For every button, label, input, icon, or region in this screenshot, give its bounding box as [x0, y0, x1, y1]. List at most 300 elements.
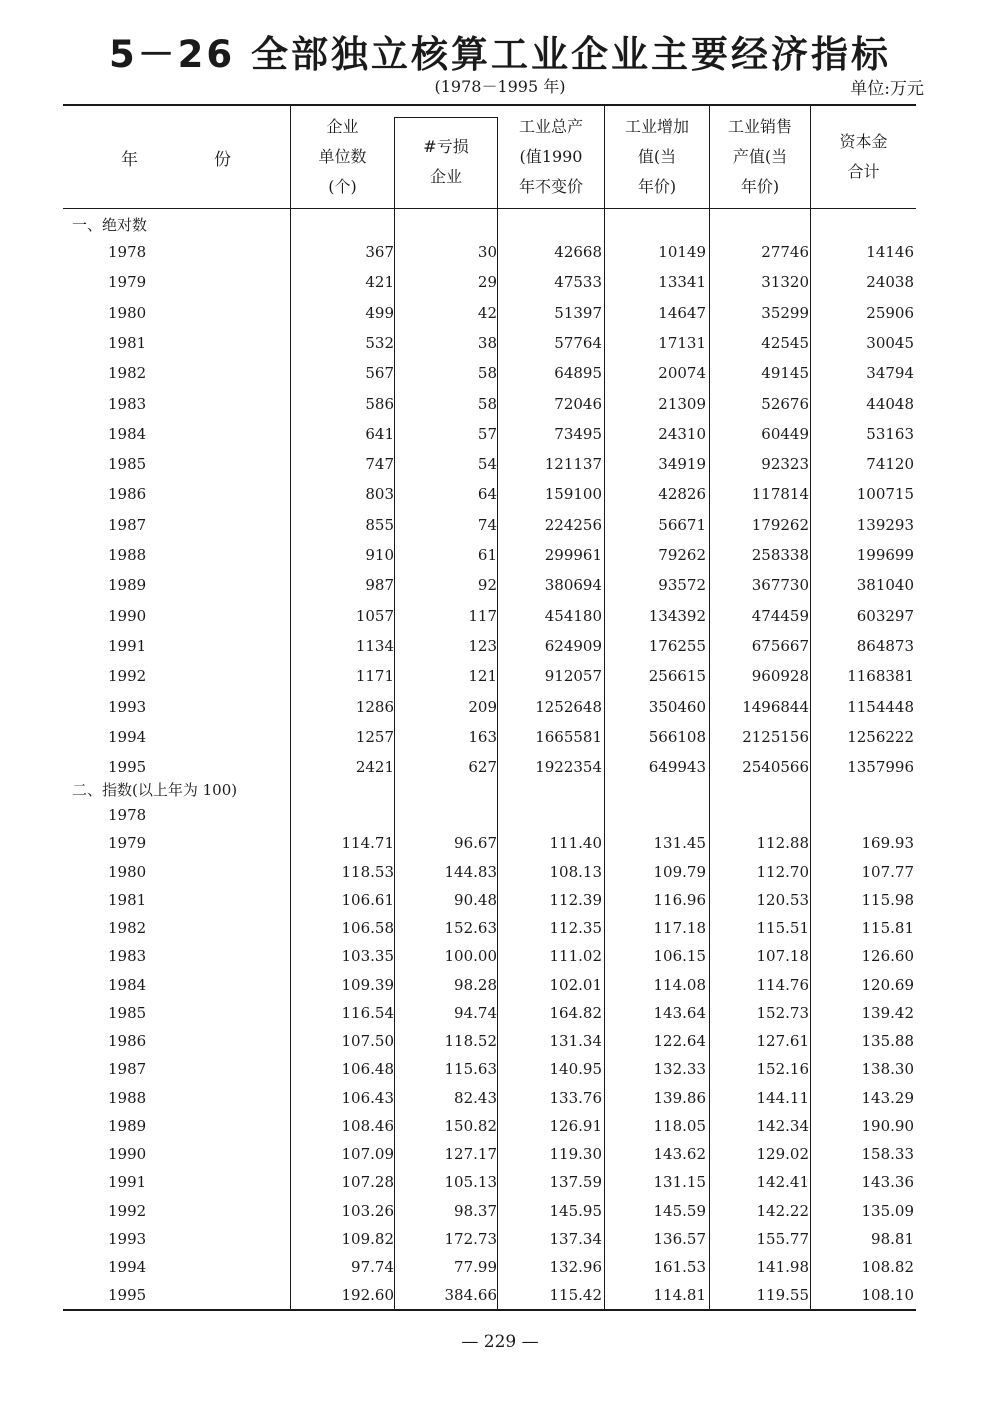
table-cell: 131.34 — [549, 1032, 602, 1050]
table-cell: 624909 — [544, 636, 602, 655]
table-cell: 118.53 — [341, 862, 394, 881]
row-year: 1987 — [108, 515, 147, 534]
table-row — [63, 919, 916, 943]
table-cell: 100.00 — [444, 947, 497, 966]
table-cell: 82.43 — [454, 1088, 497, 1107]
table-row — [63, 1032, 916, 1056]
table-cell: 144.83 — [444, 862, 497, 881]
table-cell: 1154448 — [847, 697, 914, 716]
header-line: (值1990 — [519, 147, 583, 166]
table-cell: 150.82 — [444, 1116, 497, 1135]
table-cell: 107.28 — [341, 1173, 394, 1192]
row-year: 1986 — [108, 485, 147, 504]
table-cell: 421 — [365, 273, 394, 292]
table-cell: 161.53 — [653, 1258, 706, 1276]
table-cell: 114.76 — [756, 975, 809, 994]
capital-total-header — [811, 108, 916, 206]
table-cell: 107.50 — [341, 1032, 394, 1050]
header-line: 企业 — [326, 117, 359, 136]
table-cell: 64 — [477, 485, 497, 504]
header-line: 企业 — [429, 167, 462, 186]
table-cell: 1171 — [355, 667, 394, 686]
table-row — [63, 395, 916, 419]
table-cell: 172.73 — [444, 1229, 497, 1248]
table-cell: 119.55 — [756, 1286, 809, 1305]
table-cell: 138.30 — [861, 1060, 914, 1079]
table-row — [63, 1004, 916, 1028]
row-year: 1978 — [108, 243, 147, 261]
table-cell: 34794 — [866, 364, 914, 383]
table-cell: 38 — [477, 333, 497, 352]
table-row — [63, 334, 916, 358]
table-cell: 169.93 — [861, 834, 914, 853]
table-cell: 92323 — [761, 455, 809, 474]
table-cell: 1922354 — [535, 758, 602, 777]
unit-label: 单位:万元 — [850, 79, 924, 99]
table-cell: 164.82 — [549, 1003, 602, 1022]
table-row — [63, 576, 916, 600]
table-cell: 25906 — [866, 303, 914, 322]
year-header-char: 份 — [214, 149, 231, 170]
table-cell: 77.99 — [454, 1258, 497, 1276]
table-cell: 1256222 — [847, 727, 914, 746]
table-cell: 144.11 — [756, 1088, 809, 1107]
table-cell: 159100 — [544, 485, 602, 504]
table-cell: 112.35 — [549, 919, 602, 937]
table-cell: 136.57 — [653, 1229, 706, 1248]
table-row — [63, 455, 916, 479]
table-row — [63, 243, 916, 267]
table-cell: 132.33 — [653, 1060, 706, 1079]
table-row — [63, 1089, 916, 1113]
table-cell: 31320 — [761, 273, 809, 292]
section-absolute-label: 一、绝对数 — [72, 216, 148, 234]
table-row — [63, 1286, 916, 1310]
table-cell: 103.35 — [341, 947, 394, 966]
row-year: 1987 — [108, 1060, 147, 1079]
table-cell: 93572 — [658, 576, 706, 595]
table-cell: 120.69 — [861, 975, 914, 994]
header-line: 年价) — [637, 177, 677, 196]
row-year: 1978 — [108, 806, 147, 824]
table-cell: 44048 — [866, 394, 914, 413]
row-year: 1984 — [108, 975, 147, 994]
row-year: 1982 — [108, 364, 147, 383]
table-cell: 114.81 — [653, 1286, 706, 1305]
row-year: 1985 — [108, 1003, 147, 1022]
row-year: 1993 — [108, 1229, 147, 1248]
table-cell: 1057 — [355, 606, 394, 625]
table-cell: 1252648 — [535, 697, 602, 716]
table-cell: 987 — [365, 576, 394, 595]
table-cell: 190.90 — [861, 1116, 914, 1135]
table-cell: 474459 — [751, 606, 809, 625]
table-cell: 21309 — [658, 394, 706, 413]
table-cell: 116.54 — [341, 1003, 394, 1022]
table-cell: 24038 — [866, 273, 914, 292]
table-cell: 105.13 — [444, 1173, 497, 1192]
table-cell: 192.60 — [341, 1286, 394, 1305]
table-cell: 115.42 — [549, 1286, 602, 1305]
table-cell: 108.13 — [549, 862, 602, 881]
row-year: 1994 — [108, 727, 147, 746]
table-cell: 1286 — [355, 697, 394, 716]
table-cell: 1496844 — [742, 697, 809, 716]
row-year: 1985 — [108, 455, 147, 474]
table-row — [63, 546, 916, 570]
table-cell: 35299 — [761, 303, 809, 322]
table-cell: 675667 — [751, 636, 809, 655]
row-year: 1988 — [108, 1088, 147, 1107]
table-cell: 102.01 — [549, 975, 602, 994]
table-cell: 64895 — [554, 364, 602, 383]
row-year: 1979 — [108, 834, 147, 853]
table-cell: 960928 — [751, 667, 809, 686]
table-cell: 1665581 — [535, 727, 602, 746]
table-cell: 145.95 — [549, 1201, 602, 1220]
table-cell: 13341 — [658, 273, 706, 292]
table-cell: 14146 — [866, 243, 914, 261]
table-row — [63, 834, 916, 858]
table-cell: 107.18 — [756, 947, 809, 966]
table-cell: 139293 — [856, 515, 914, 534]
table-cell: 90.48 — [454, 890, 497, 909]
row-year: 1993 — [108, 697, 147, 716]
table-cell: 116.96 — [653, 890, 706, 909]
table-cell: 350460 — [648, 697, 706, 716]
table-cell: 27746 — [761, 243, 809, 261]
row-year: 1989 — [108, 1116, 147, 1135]
table-cell: 111.02 — [549, 947, 602, 966]
table-cell: 384.66 — [444, 1286, 497, 1305]
table-cell: 24310 — [658, 424, 706, 443]
table-cell: 176255 — [648, 636, 706, 655]
table-row — [63, 1173, 916, 1197]
table-cell: 532 — [365, 333, 394, 352]
table-cell: 29 — [477, 273, 497, 292]
header-line: 工业销售 — [727, 117, 792, 136]
table-cell: 17131 — [658, 333, 706, 352]
header-line: 资本金 — [839, 132, 888, 151]
table-cell: 864873 — [856, 636, 914, 655]
table-cell: 115.63 — [444, 1060, 497, 1079]
row-year: 1984 — [108, 424, 147, 443]
table-cell: 52676 — [761, 394, 809, 413]
table-cell: 649943 — [648, 758, 706, 777]
value-added-header — [605, 108, 709, 206]
table-row — [63, 1230, 916, 1254]
table-cell: 47533 — [554, 273, 602, 292]
table-cell: 74120 — [866, 455, 914, 474]
table-cell: 747 — [365, 455, 394, 474]
table-cell: 14647 — [658, 303, 706, 322]
table-cell: 256615 — [648, 667, 706, 686]
table-cell: 109.82 — [341, 1229, 394, 1248]
table-row — [63, 425, 916, 449]
table-cell: 42826 — [658, 485, 706, 504]
table-cell: 567 — [365, 364, 394, 383]
table-cell: 299961 — [544, 546, 602, 564]
table-cell: 126.91 — [549, 1116, 602, 1135]
table-cell: 123 — [468, 636, 497, 655]
table-row — [63, 698, 916, 722]
table-cell: 855 — [365, 515, 394, 534]
table-cell: 1168381 — [847, 667, 914, 686]
table-cell: 140.95 — [549, 1060, 602, 1079]
table-cell: 117.18 — [653, 919, 706, 937]
table-cell: 98.37 — [454, 1201, 497, 1220]
table-cell: 122.64 — [653, 1032, 706, 1050]
table-cell: 258338 — [751, 546, 809, 564]
table-cell: 61 — [477, 546, 497, 564]
table-cell: 142.22 — [756, 1201, 809, 1220]
table-cell: 137.59 — [549, 1173, 602, 1192]
table-cell: 566108 — [648, 727, 706, 746]
table-cell: 121137 — [544, 455, 602, 474]
table-row — [63, 976, 916, 1000]
table-cell: 132.96 — [549, 1258, 602, 1276]
table-row — [63, 607, 916, 631]
table-cell: 42668 — [554, 243, 602, 261]
table-cell: 143.64 — [653, 1003, 706, 1022]
table-cell: 98.81 — [871, 1229, 914, 1248]
table-row — [63, 891, 916, 915]
table-cell: 72046 — [554, 394, 602, 413]
table-cell: 106.58 — [341, 919, 394, 937]
year-header-char: 年 — [121, 149, 138, 170]
table-cell: 803 — [365, 485, 394, 504]
table-cell: 367 — [365, 243, 394, 261]
table-cell: 108.82 — [861, 1258, 914, 1276]
header-line: 工业总产 — [518, 117, 583, 136]
row-year: 1991 — [108, 1173, 147, 1192]
table-cell: 118.52 — [444, 1032, 497, 1050]
table-cell: 139.42 — [861, 1003, 914, 1022]
table-cell: 126.60 — [861, 947, 914, 966]
enterprise-count-header — [291, 108, 394, 206]
table-cell: 60449 — [761, 424, 809, 443]
table-cell: 51397 — [554, 303, 602, 322]
table-row — [63, 1145, 916, 1169]
table-cell: 106.61 — [341, 890, 394, 909]
row-year: 1995 — [108, 758, 147, 777]
header-line: 年价) — [740, 177, 780, 196]
table-cell: 121 — [468, 667, 497, 686]
table-row — [63, 516, 916, 540]
table-cell: 117814 — [751, 485, 809, 504]
table-cell: 119.30 — [549, 1145, 602, 1163]
row-year: 1991 — [108, 636, 147, 655]
table-cell: 152.73 — [756, 1003, 809, 1022]
table-row — [63, 364, 916, 388]
table-cell: 114.71 — [341, 834, 394, 853]
table-cell: 155.77 — [756, 1229, 809, 1248]
table-cell: 499 — [365, 303, 394, 322]
table-cell: 141.98 — [756, 1258, 809, 1276]
table-cell: 641 — [365, 424, 394, 443]
table-cell: 135.09 — [861, 1201, 914, 1220]
table-cell: 20074 — [658, 364, 706, 383]
header-line: 产值(当 — [732, 147, 788, 166]
row-year: 1983 — [108, 947, 147, 966]
table-cell: 107.77 — [861, 862, 914, 881]
table-cell: 118.05 — [653, 1116, 706, 1135]
gross-output-header — [498, 108, 604, 206]
table-cell: 58 — [477, 364, 497, 383]
table-cell: 603297 — [856, 606, 914, 625]
header-line: 工业增加 — [624, 117, 689, 136]
table-cell: 30045 — [866, 333, 914, 352]
header-line: 年不变价 — [518, 177, 583, 196]
table-cell: 910 — [365, 546, 394, 564]
header-line: 值(当 — [637, 147, 677, 166]
table-cell: 108.10 — [861, 1286, 914, 1305]
table-cell: 367730 — [751, 576, 809, 595]
table-row — [63, 273, 916, 297]
table-cell: 381040 — [856, 576, 914, 595]
table-row — [63, 667, 916, 691]
table-cell: 30 — [477, 243, 497, 261]
row-year: 1992 — [108, 667, 147, 686]
year-range-subtitle: (1978－1995 年) — [434, 77, 566, 96]
row-year: 1990 — [108, 1145, 147, 1163]
table-cell: 92 — [477, 576, 497, 595]
table-row — [63, 304, 916, 328]
table-cell: 142.41 — [756, 1173, 809, 1192]
table-cell: 158.33 — [861, 1145, 914, 1163]
table-cell: 131.45 — [653, 834, 706, 853]
row-year: 1986 — [108, 1032, 147, 1050]
row-year: 1988 — [108, 546, 147, 564]
header-line: 合计 — [847, 162, 880, 181]
table-cell: 115.81 — [861, 919, 914, 937]
table-cell: 2125156 — [742, 727, 809, 746]
year-column-header — [63, 106, 291, 208]
table-cell: 142.34 — [756, 1116, 809, 1135]
table-cell: 131.15 — [653, 1173, 706, 1192]
table-cell: 96.67 — [454, 834, 497, 853]
table-cell: 135.88 — [861, 1032, 914, 1050]
row-year: 1994 — [108, 1258, 147, 1276]
table-cell: 179262 — [751, 515, 809, 534]
loss-enterprise-header — [395, 118, 497, 206]
table-row — [63, 806, 916, 830]
table-cell: 100715 — [856, 485, 914, 504]
table-cell: 107.09 — [341, 1145, 394, 1163]
table-cell: 74 — [477, 515, 497, 534]
table-cell: 120.53 — [756, 890, 809, 909]
table-cell: 42545 — [761, 333, 809, 352]
row-year: 1979 — [108, 273, 147, 292]
table-cell: 73495 — [554, 424, 602, 443]
table-cell: 2540566 — [742, 758, 809, 777]
table-cell: 42 — [477, 303, 497, 322]
table-cell: 152.16 — [756, 1060, 809, 1079]
table-cell: 111.40 — [549, 834, 602, 853]
row-year: 1980 — [108, 862, 147, 881]
table-cell: 1257 — [355, 727, 394, 746]
table-cell: 114.08 — [653, 975, 706, 994]
header-line: (个) — [328, 177, 357, 196]
table-cell: 115.51 — [756, 919, 809, 937]
table-cell: 112.39 — [549, 890, 602, 909]
table-cell: 129.02 — [756, 1145, 809, 1163]
table-cell: 127.61 — [756, 1032, 809, 1050]
table-row — [63, 485, 916, 509]
table-cell: 380694 — [544, 576, 602, 595]
table-cell: 454180 — [544, 606, 602, 625]
table-cell: 58 — [477, 394, 497, 413]
table-cell: 106.43 — [341, 1088, 394, 1107]
table-cell: 57764 — [554, 333, 602, 352]
table-cell: 1357996 — [847, 758, 914, 777]
table-cell: 627 — [468, 758, 497, 777]
table-cell: 137.34 — [549, 1229, 602, 1248]
table-cell: 199699 — [856, 546, 914, 564]
table-cell: 109.39 — [341, 975, 394, 994]
table-row — [63, 758, 916, 782]
sales-output-header — [710, 108, 810, 206]
table-cell: 224256 — [544, 515, 602, 534]
row-year: 1989 — [108, 576, 147, 595]
table-cell: 139.86 — [653, 1088, 706, 1107]
table-cell: 586 — [365, 394, 394, 413]
table-row — [63, 863, 916, 887]
page-number: — 229 — — [461, 1332, 539, 1352]
table-cell: 34919 — [658, 455, 706, 474]
table-cell: 97.74 — [351, 1258, 394, 1276]
table-cell: 112.70 — [756, 862, 809, 881]
table-row — [63, 1258, 916, 1282]
row-year: 1982 — [108, 919, 147, 937]
table-cell: 134392 — [648, 606, 706, 625]
table-cell: 54 — [477, 455, 497, 474]
table-row — [63, 1117, 916, 1141]
table-row — [63, 1202, 916, 1226]
table-cell: 106.15 — [653, 947, 706, 966]
table-cell: 108.46 — [341, 1116, 394, 1135]
table-cell: 163 — [468, 727, 497, 746]
table-cell: 98.28 — [454, 975, 497, 994]
row-year: 1992 — [108, 1201, 147, 1220]
page-title: 5－26 全部独立核算工业企业主要经济指标 — [108, 33, 892, 76]
row-year: 1995 — [108, 1286, 147, 1305]
table-cell: 103.26 — [341, 1201, 394, 1220]
table-cell: 109.79 — [653, 862, 706, 881]
table-row — [63, 728, 916, 752]
row-year: 1980 — [108, 303, 147, 322]
table-cell: 53163 — [866, 424, 914, 443]
row-year: 1990 — [108, 606, 147, 625]
header-bottom-rule — [63, 208, 916, 209]
table-cell: 112.88 — [756, 834, 809, 853]
header-line: #亏损 — [423, 137, 469, 156]
table-cell: 152.63 — [444, 919, 497, 937]
header-line: 单位数 — [318, 147, 367, 166]
table-cell: 106.48 — [341, 1060, 394, 1079]
table-cell: 94.74 — [454, 1003, 497, 1022]
table-row — [63, 947, 916, 971]
table-cell: 10149 — [658, 243, 706, 261]
table-cell: 209 — [468, 697, 497, 716]
table-cell: 56671 — [658, 515, 706, 534]
section-index-label: 二、指数(以上年为 100) — [72, 781, 238, 799]
table-cell: 49145 — [761, 364, 809, 383]
table-row — [63, 1060, 916, 1084]
table-cell: 1134 — [355, 636, 394, 655]
table-cell: 145.59 — [653, 1201, 706, 1220]
table-cell: 79262 — [658, 546, 706, 564]
